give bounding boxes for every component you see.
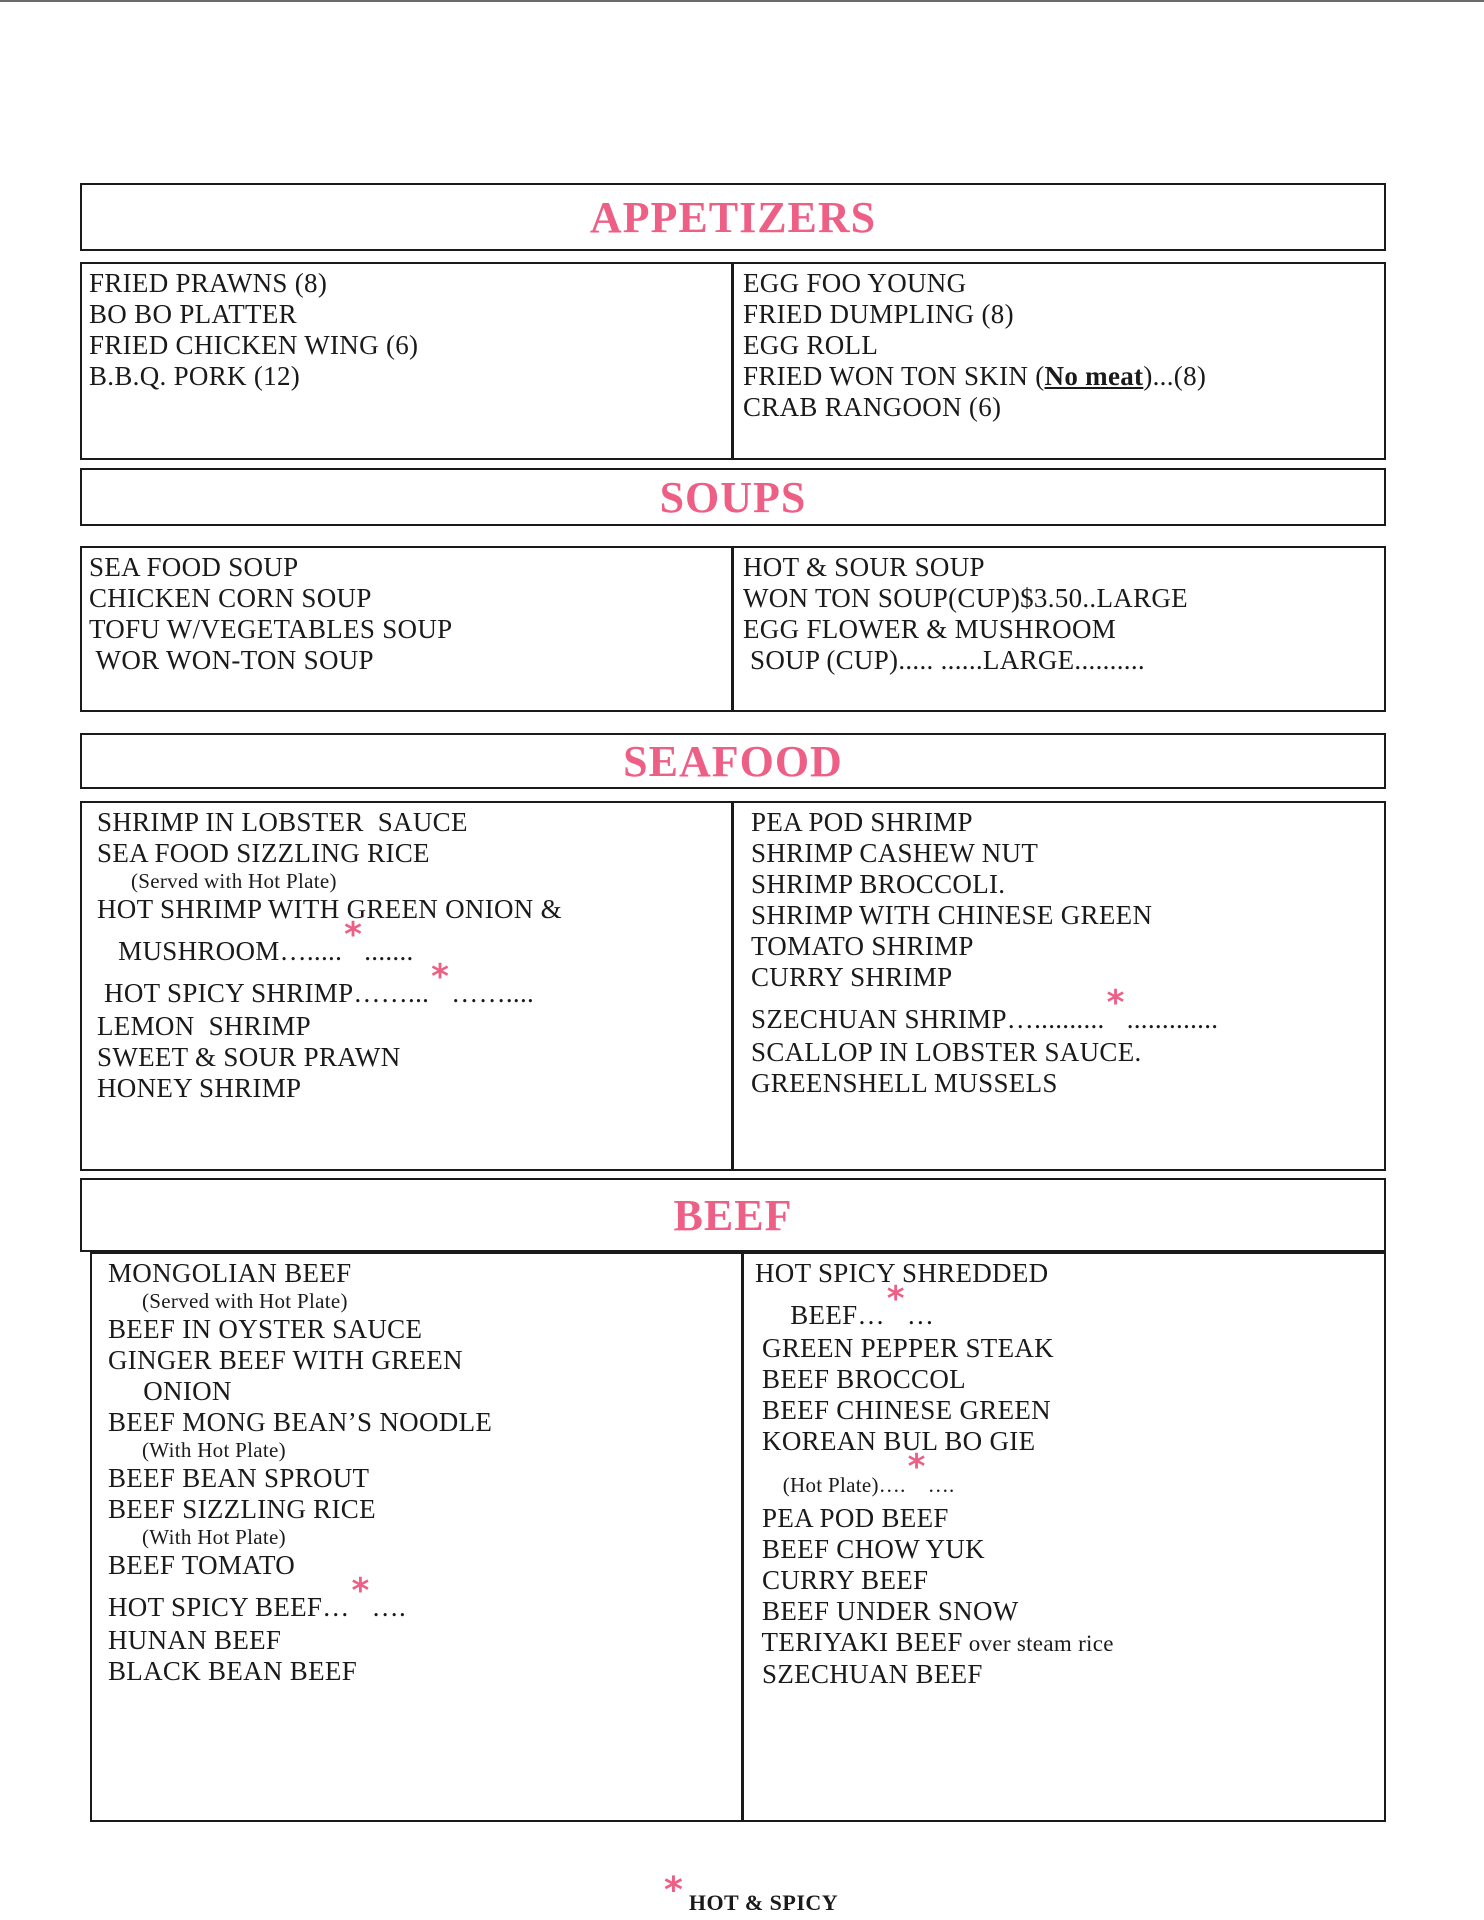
menu-item-label: PEA POD SHRIMP xyxy=(751,807,973,837)
menu-item-label: SHRIMP WITH CHINESE GREEN xyxy=(751,900,1153,930)
menu-item-label: BO BO PLATTER xyxy=(89,299,297,329)
menu-item-suffix: )...(8) xyxy=(1143,361,1207,391)
menu-item-label: LEMON SHRIMP xyxy=(97,1011,311,1041)
menu-item-label: FRIED PRAWNS (8) xyxy=(89,268,328,298)
menu-item-label: GINGER BEEF WITH GREEN xyxy=(108,1345,463,1375)
menu-item xyxy=(108,1525,728,1550)
appetizers-header xyxy=(80,183,1386,251)
menu-item-label: EGG FOO YOUNG xyxy=(743,268,967,298)
menu-item-label: KOREAN BUL BO GIE xyxy=(755,1426,1036,1456)
menu-item-label: HOT SHRIMP WITH GREEN ONION & xyxy=(97,894,562,924)
menu-item xyxy=(108,1625,728,1656)
menu-item xyxy=(755,1596,1375,1627)
menu-item-label: HUNAN BEEF xyxy=(108,1625,282,1655)
menu-item-label: FRIED CHICKEN WING (6) xyxy=(89,330,419,360)
menu-item-label: BEEF CHOW YUK xyxy=(755,1534,985,1564)
menu-item-label: BEEF… xyxy=(755,1300,885,1330)
menu-item xyxy=(743,361,1383,392)
menu-item-label: BEEF BROCCOL xyxy=(755,1364,966,1394)
menu-item-label: (With Hot Plate) xyxy=(142,1438,286,1462)
menu-item xyxy=(97,1042,727,1073)
menu-item xyxy=(108,1438,728,1463)
menu-item xyxy=(755,1627,1375,1659)
menu-item xyxy=(89,330,729,361)
soups-title: SOUPS xyxy=(659,472,807,522)
seafood-left-column xyxy=(97,803,727,1169)
menu-item-label: EGG ROLL xyxy=(743,330,879,360)
menu-item xyxy=(743,330,1383,361)
appetizers-panel xyxy=(80,262,1386,460)
hot-spicy-star-icon: * xyxy=(664,1870,683,1911)
menu-item-label: HOT SPICY SHREDDED xyxy=(755,1258,1049,1288)
menu-item-label: EGG FLOWER & MUSHROOM xyxy=(743,614,1117,644)
menu-item-label: BEEF CHINESE GREEN xyxy=(755,1395,1051,1425)
hot-spicy-star-icon: * xyxy=(1106,983,1125,1023)
menu-item-label: BEEF UNDER SNOW xyxy=(755,1596,1019,1626)
menu-item-label: CURRY BEEF xyxy=(755,1565,929,1595)
menu-item xyxy=(743,583,1383,614)
menu-item xyxy=(97,1073,727,1104)
menu-item xyxy=(743,392,1383,423)
menu-item-label: HOT & SOUR SOUP xyxy=(743,552,985,582)
menu-item xyxy=(743,614,1383,645)
beef-title: BEEF xyxy=(673,1190,793,1240)
menu-item-label: CRAB RANGOON (6) xyxy=(743,392,1002,422)
menu-item-label: MONGOLIAN BEEF xyxy=(108,1258,352,1288)
menu-item xyxy=(751,983,1381,1035)
menu-item xyxy=(97,1011,727,1042)
menu-item xyxy=(108,1656,728,1687)
seafood-header xyxy=(80,733,1386,789)
menu-item xyxy=(108,1376,728,1407)
menu-item xyxy=(108,1407,728,1438)
menu-item-label: SCALLOP IN LOBSTER SAUCE. xyxy=(751,1037,1142,1067)
menu-item-label: SEA FOOD SOUP xyxy=(89,552,299,582)
menu-item-label: HOT SPICY BEEF… xyxy=(108,1592,350,1622)
menu-item-label: TOMATO SHRIMP xyxy=(751,931,974,961)
menu-item xyxy=(755,1534,1375,1565)
menu-item xyxy=(751,1068,1381,1099)
soups-header xyxy=(80,468,1386,526)
hot-spicy-legend-label: HOT & SPICY xyxy=(688,1890,839,1915)
menu-item xyxy=(751,962,1381,993)
menu-item-label: BEEF IN OYSTER SAUCE xyxy=(108,1314,423,1344)
soups-right-column xyxy=(743,548,1383,710)
seafood-divider xyxy=(731,803,734,1169)
menu-item xyxy=(89,552,729,583)
menu-item-suffix: …. xyxy=(927,1473,955,1497)
menu-item-label: BLACK BEAN BEEF xyxy=(108,1656,358,1686)
menu-item-label: GREENSHELL MUSSELS xyxy=(751,1068,1058,1098)
menu-item xyxy=(755,1426,1375,1457)
beef-header xyxy=(80,1178,1386,1252)
menu-item-label: WON TON SOUP(CUP)$3.50..LARGE xyxy=(743,583,1188,613)
menu-item xyxy=(743,552,1383,583)
top-rule xyxy=(0,0,1484,2)
menu-item-label: SHRIMP BROCCOLI. xyxy=(751,869,1006,899)
menu-item xyxy=(755,1395,1375,1426)
menu-item xyxy=(108,1258,728,1289)
menu-item xyxy=(97,915,727,967)
hot-spicy-star-icon: * xyxy=(351,1571,370,1611)
menu-item-label: PEA POD BEEF xyxy=(755,1503,949,1533)
menu-item xyxy=(751,931,1381,962)
menu-item xyxy=(97,838,727,869)
menu-item-note: over steam rice xyxy=(962,1631,1114,1656)
menu-item-label: GREEN PEPPER STEAK xyxy=(755,1333,1054,1363)
menu-item xyxy=(755,1659,1375,1690)
menu-item-label: CURRY SHRIMP xyxy=(751,962,953,992)
menu-item xyxy=(743,268,1383,299)
menu-item xyxy=(751,807,1381,838)
menu-item-emphasis: No meat xyxy=(1044,361,1144,391)
menu-item xyxy=(89,268,729,299)
menu-item-suffix: …….... xyxy=(451,978,535,1008)
menu-item-label: SHRIMP CASHEW NUT xyxy=(751,838,1039,868)
menu-item xyxy=(751,1037,1381,1068)
menu-item-label: (Hot Plate)…. xyxy=(755,1473,906,1497)
beef-left-column xyxy=(108,1254,728,1820)
menu-item-suffix: …. xyxy=(371,1592,406,1622)
menu-item xyxy=(108,1345,728,1376)
appetizers-title: APPETIZERS xyxy=(589,192,877,242)
menu-item xyxy=(755,1447,1375,1501)
seafood-panel xyxy=(80,801,1386,1171)
hot-spicy-star-icon: * xyxy=(907,1447,926,1487)
menu-item-suffix: ....... xyxy=(364,936,414,966)
menu-item-label: HOT SPICY SHRIMP……... xyxy=(97,978,430,1008)
menu-item-label: MUSHROOM…..... xyxy=(97,936,343,966)
menu-item xyxy=(89,645,729,676)
menu-item xyxy=(751,838,1381,869)
menu-item-label: SOUP (CUP)..... ......LARGE.......... xyxy=(743,645,1145,675)
menu-item-label: BEEF BEAN SPROUT xyxy=(108,1463,370,1493)
menu-item xyxy=(89,361,729,392)
soups-panel xyxy=(80,546,1386,712)
menu-item-label: TERIYAKI BEEF xyxy=(755,1627,963,1657)
menu-item xyxy=(751,869,1381,900)
menu-item xyxy=(755,1333,1375,1364)
menu-item-suffix: … xyxy=(906,1300,935,1330)
beef-panel xyxy=(90,1252,1386,1822)
menu-item xyxy=(89,583,729,614)
menu-item-label: FRIED DUMPLING (8) xyxy=(743,299,1014,329)
appetizers-right-column xyxy=(743,264,1383,458)
menu-item xyxy=(108,1289,728,1314)
hot-spicy-star-icon: * xyxy=(886,1279,905,1319)
hot-spicy-legend xyxy=(662,1870,839,1919)
menu-item-label: BEEF TOMATO xyxy=(108,1550,296,1580)
menu-item-label: SHRIMP IN LOBSTER SAUCE xyxy=(97,807,468,837)
hot-spicy-star-icon: * xyxy=(344,915,363,955)
menu-item xyxy=(97,957,727,1009)
menu-item-label: (With Hot Plate) xyxy=(142,1525,286,1549)
menu-item-label: SZECHUAN BEEF xyxy=(755,1659,983,1689)
menu-item xyxy=(108,1463,728,1494)
menu-item-label: CHICKEN CORN SOUP xyxy=(89,583,372,613)
soups-divider xyxy=(731,548,734,710)
menu-item-suffix: ............. xyxy=(1126,1004,1219,1034)
seafood-right-column xyxy=(751,803,1381,1169)
menu-item-label: WOR WON-TON SOUP xyxy=(89,645,374,675)
menu-item-label: SZECHUAN SHRIMP….......... xyxy=(751,1004,1105,1034)
appetizers-left-column xyxy=(89,264,729,458)
beef-right-column xyxy=(755,1254,1375,1820)
soups-left-column xyxy=(89,548,729,710)
menu-item xyxy=(108,1494,728,1525)
hot-spicy-star-icon: * xyxy=(431,957,450,997)
menu-item xyxy=(755,1258,1375,1289)
menu-item xyxy=(751,900,1381,931)
menu-item-label: FRIED WON TON SKIN ( xyxy=(743,361,1045,391)
menu-item xyxy=(89,614,729,645)
menu-item xyxy=(755,1503,1375,1534)
menu-item xyxy=(755,1565,1375,1596)
menu-item xyxy=(743,299,1383,330)
seafood-title: SEAFOOD xyxy=(623,736,843,786)
menu-item xyxy=(743,645,1383,676)
menu-item-label: (Served with Hot Plate) xyxy=(142,1289,348,1313)
menu-item xyxy=(89,299,729,330)
menu-item-label: ONION xyxy=(108,1376,232,1406)
menu-item-label: SWEET & SOUR PRAWN xyxy=(97,1042,401,1072)
menu-item-label: BEEF MONG BEAN’S NOODLE xyxy=(108,1407,493,1437)
menu-item xyxy=(108,1550,728,1581)
menu-item-label: SEA FOOD SIZZLING RICE xyxy=(97,838,430,868)
menu-item-label: TOFU W/VEGETABLES SOUP xyxy=(89,614,453,644)
menu-item xyxy=(755,1364,1375,1395)
appetizers-divider xyxy=(731,264,734,458)
menu-item-label: B.B.Q. PORK (12) xyxy=(89,361,301,391)
menu-item xyxy=(108,1314,728,1345)
beef-divider xyxy=(741,1254,744,1820)
menu-item xyxy=(108,1571,728,1623)
menu-item xyxy=(97,894,727,925)
menu-item-label: (Served with Hot Plate) xyxy=(131,869,337,893)
menu-item-label: BEEF SIZZLING RICE xyxy=(108,1494,376,1524)
menu-item-label: HONEY SHRIMP xyxy=(97,1073,302,1103)
menu-item xyxy=(97,807,727,838)
menu-item xyxy=(97,869,727,894)
menu-item xyxy=(755,1279,1375,1331)
